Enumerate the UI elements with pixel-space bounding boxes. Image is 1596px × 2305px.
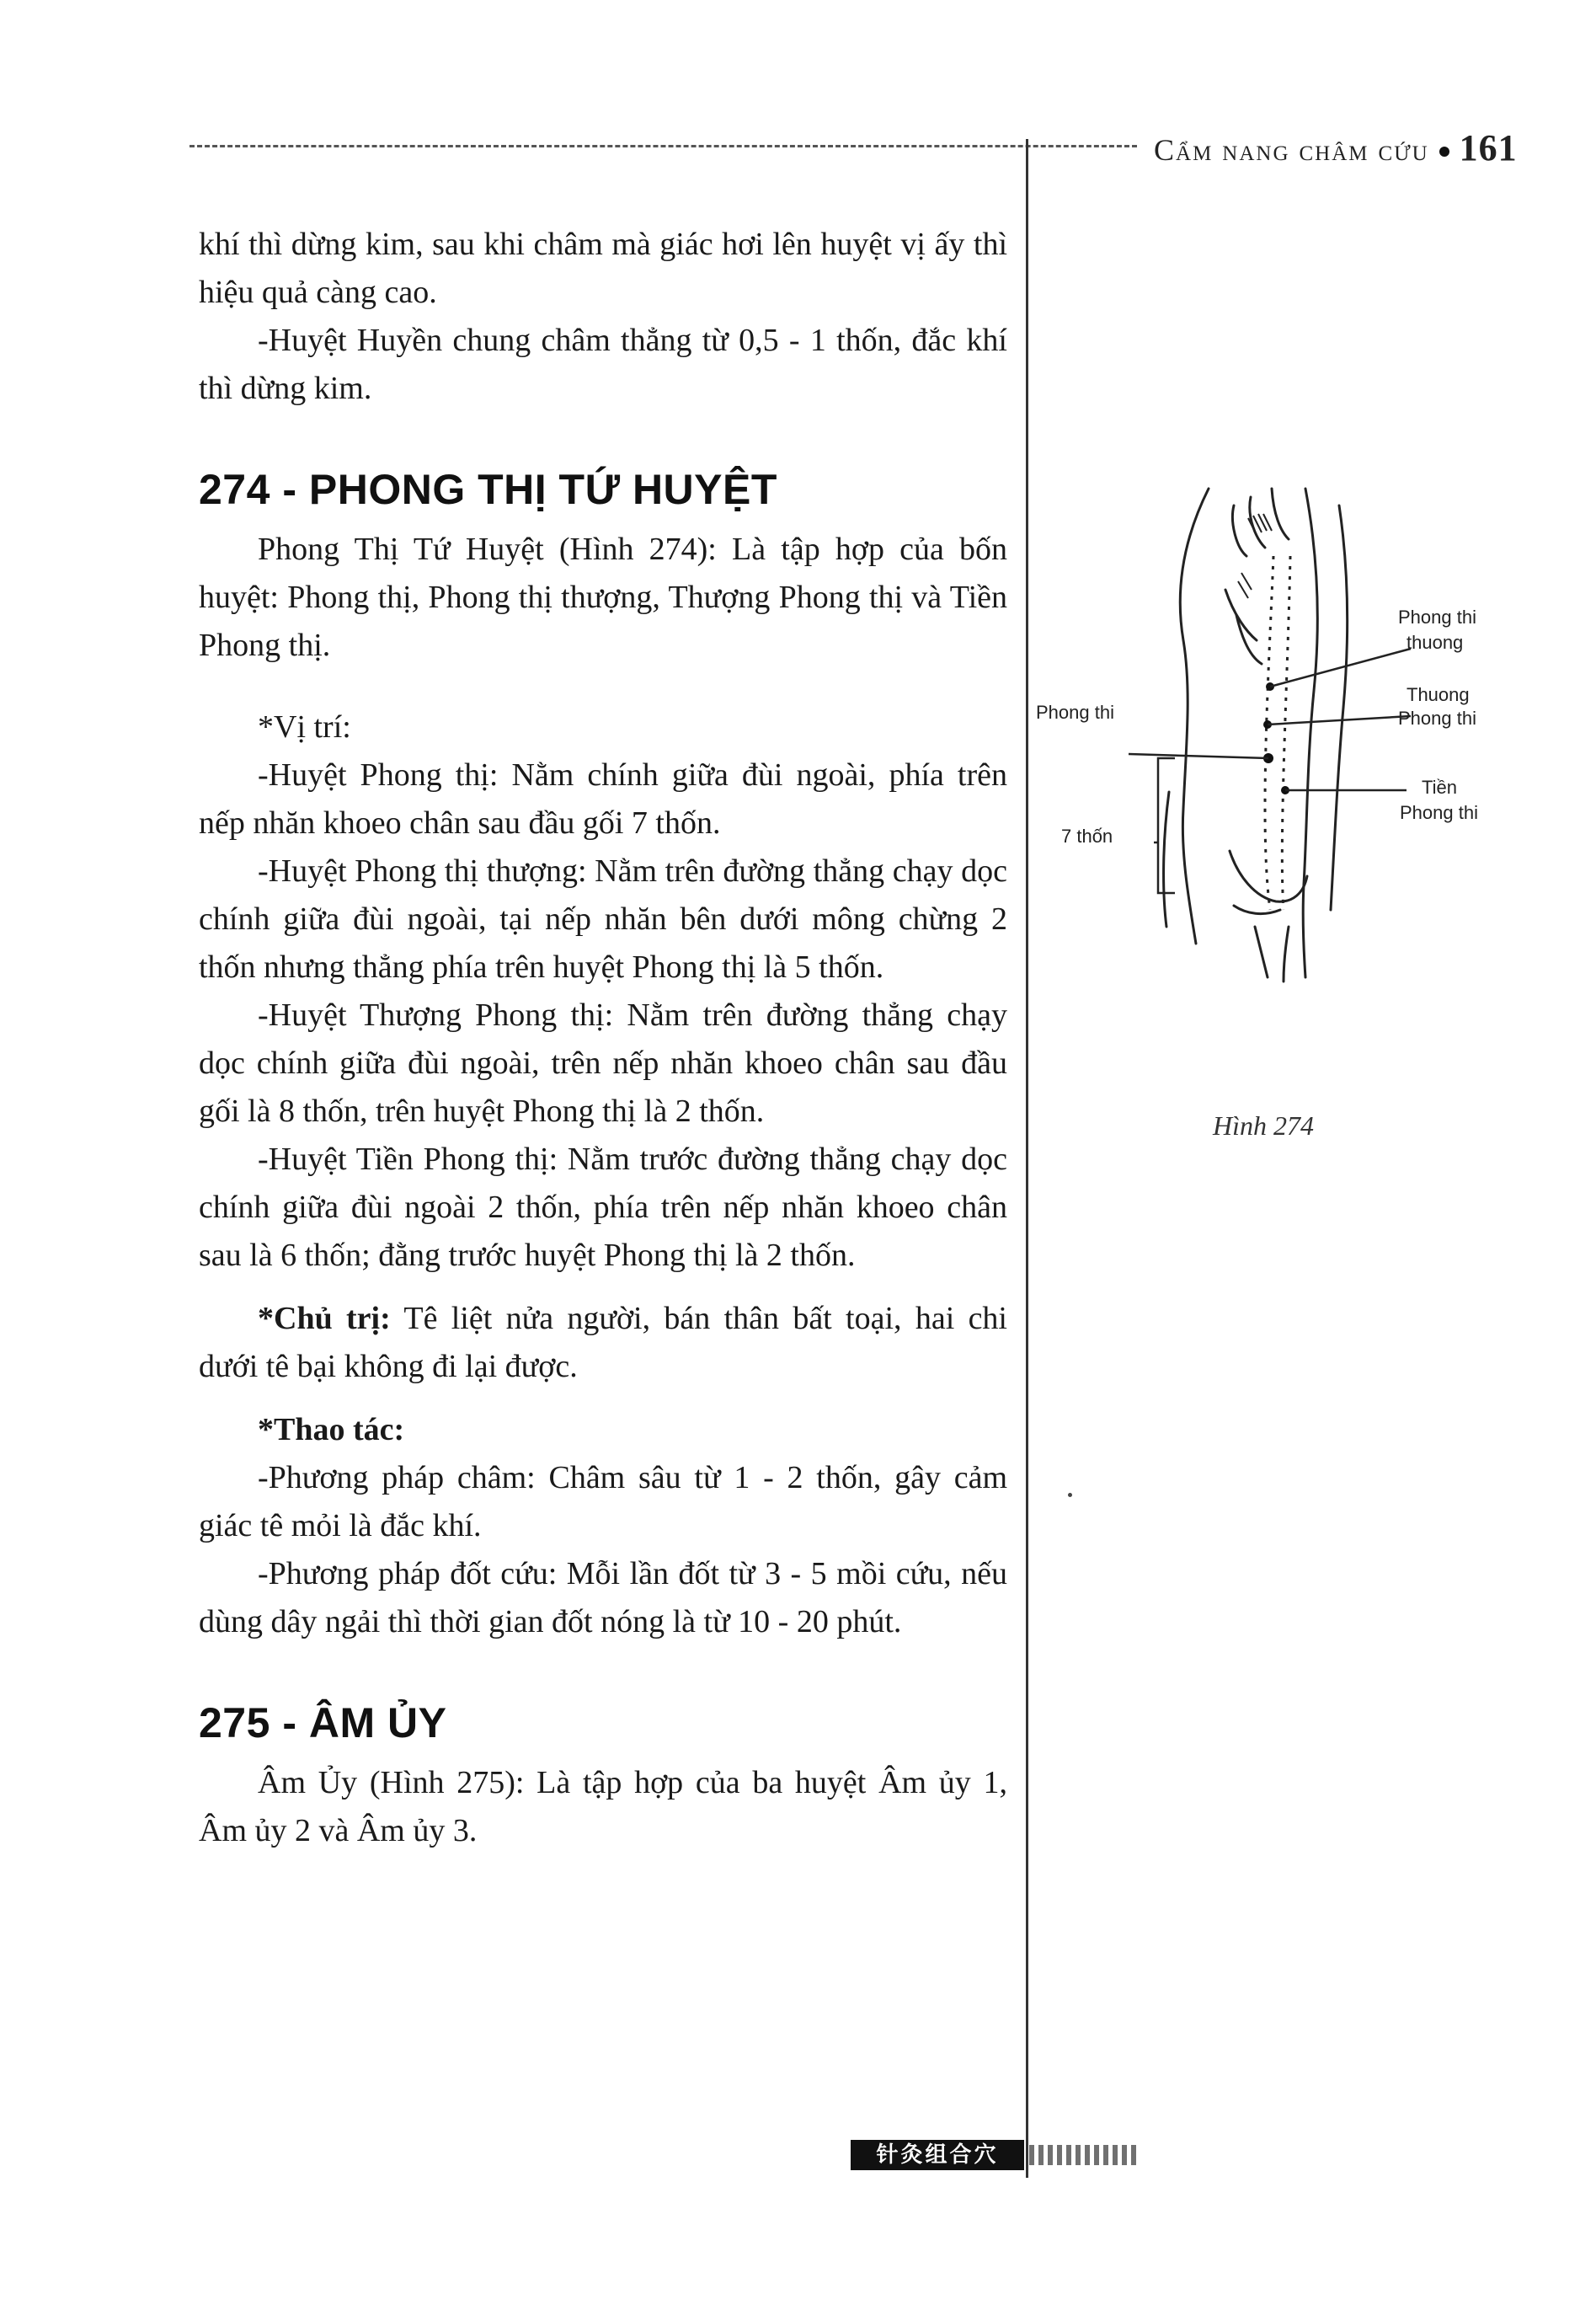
thao-tac-label: *Thao tác:: [258, 1412, 405, 1447]
header-rule: [189, 145, 1137, 147]
label-tien-phong-thi-line2: Phong thi: [1400, 802, 1478, 823]
scan-speck: [1068, 1493, 1072, 1497]
footer-stripe: [1029, 2145, 1139, 2165]
hatching: [1238, 514, 1272, 598]
leg-illustration: [1036, 472, 1508, 994]
chu-tri-paragraph: [199, 1295, 1007, 1391]
vi-tri-item-1: -Huyệt Phong thị: Nằm chính giữa đùi ngoài, phía trên nếp nhăn khoeo chân sau đầu gối 7 thốn.: [199, 757, 1007, 841]
running-head-title: Cẩm nang châm cứu: [1154, 133, 1429, 167]
vi-tri-item-3: -Huyệt Thượng Phong thị: Nằm trên đường thẳng chạy dọc chính giữa đùi ngoài, trên nếp nhăn khoeo chân sau đầu gối là 8 thốn, trên huyệt Phong thị là 2 thốn.: [199, 997, 1007, 1129]
vi-tri-item-4: -Huyệt Tiền Phong thị: Nằm trước đường thẳng chạy dọc chính giữa đùi ngoài 2 thốn, phía trên nếp nhăn khoeo chân sau là 6 thốn; đằng trước huyệt Phong thị là 2 thốn.: [199, 1142, 1007, 1273]
continuation-paragraph-1: khí thì dừng kim, sau khi châm mà giác hơi lên huyệt vị ấy thì hiệu quả càng cao.: [199, 227, 1007, 310]
page-number: 161: [1459, 127, 1518, 168]
meridian-lines: [1265, 556, 1290, 910]
label-seven-thon: 7 thốn: [1061, 826, 1113, 847]
section-274-heading: 274 - PHONG THỊ TỨ HUYỆT: [199, 466, 777, 513]
continuation-paragraph-2: -Huyệt Huyền chung châm thẳng từ 0,5 - 1 thốn, đắc khí thì dừng kim.: [199, 323, 1007, 406]
label-thuong-phong-thi-line2: Phong thi: [1398, 708, 1476, 729]
figure-caption: Hình 274: [1213, 1110, 1314, 1141]
section-275-intro: Âm Ủy (Hình 275): Là tập hợp của ba huyệt Âm ủy 1, Âm ủy 2 và Âm ủy 3.: [199, 1765, 1007, 1848]
label-phong-thi-thuong-line1: Phong thi: [1398, 607, 1476, 628]
vi-tri-label: *Vị trí:: [258, 709, 351, 745]
footer-band: 针灸组合穴: [851, 2140, 1024, 2170]
figure-274: [1036, 472, 1508, 994]
section-274-intro: Phong Thị Tứ Huyệt (Hình 274): Là tập hợp của bốn huyệt: Phong thị, Phong thị thượng, Thượng Phong thị và Tiền Phong thị.: [199, 532, 1007, 663]
leg-outline: [1164, 489, 1348, 981]
bullet-dot-icon: [1439, 147, 1449, 157]
text-column: [199, 221, 1007, 1855]
chu-tri-label: *Chủ trị:: [258, 1301, 391, 1336]
running-head: [1154, 126, 1518, 169]
column-divider: [1026, 139, 1028, 2178]
vi-tri-item-2: -Huyệt Phong thị thượng: Nằm trên đường thẳng chạy dọc chính giữa đùi ngoài, tại nếp nhăn bên dưới mông chừng 2 thốn nhưng thẳng phía trên huyệt Phong thị là 5 thốn.: [199, 853, 1007, 985]
label-thuong-phong-thi-line1: Thuong: [1407, 684, 1470, 705]
thao-tac-item-2: -Phương pháp đốt cứu: Mỗi lần đốt từ 3 - 5 mồi cứu, nếu dùng dây ngải thì thời gian đốt nóng là từ 10 - 20 phút.: [199, 1556, 1007, 1639]
thao-tac-item-1: -Phương pháp châm: Châm sâu từ 1 - 2 thốn, gây cảm giác tê mỏi là đắc khí.: [199, 1460, 1007, 1543]
chu-tri-text: Tê liệt nửa người, bán thân bất toại, hai chi dưới tê bại không đi lại được.: [199, 1301, 1007, 1384]
label-tien-phong-thi-line1: Tiền: [1422, 777, 1457, 798]
label-phong-thi-thuong-line2: thuong: [1407, 632, 1464, 653]
section-275-heading: 275 - ÂM ỦY: [199, 1699, 447, 1746]
label-phong-thi: Phong thi: [1036, 702, 1114, 723]
